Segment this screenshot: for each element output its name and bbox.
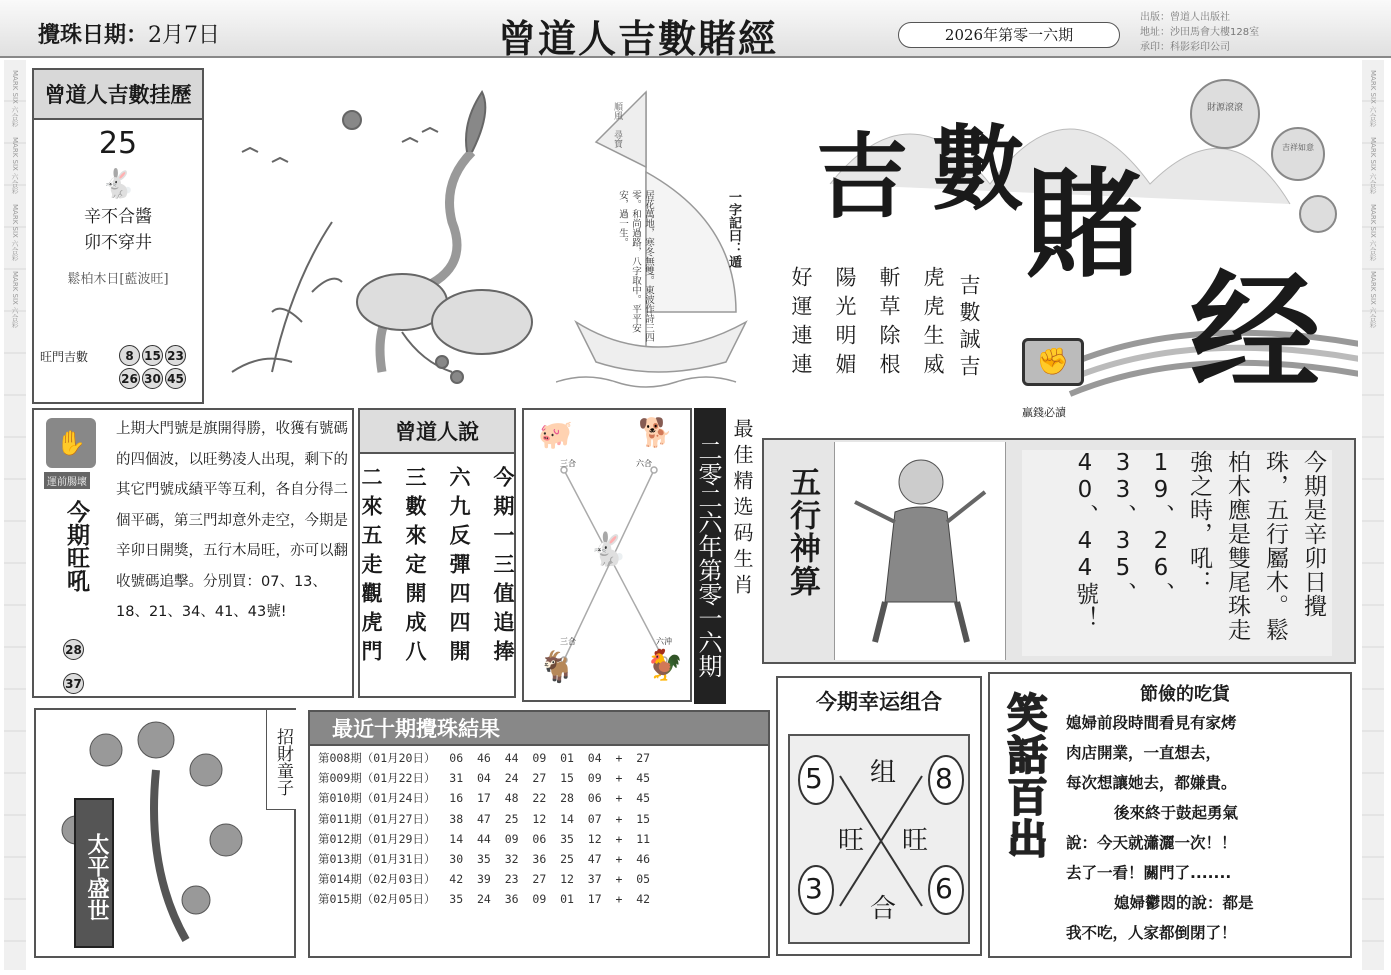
child-illustration [834,442,1006,660]
joke-line: 媳婦前段時間看見有家烤 [1066,714,1237,732]
dog-icon: 🐕 [638,416,673,449]
brand-char-3: 賭 [1025,155,1144,294]
brand-char-2: 數 [932,115,1025,223]
joke-line: 我不吃，人家都倒閉了！ [1066,924,1237,942]
wang-text: 上期大門號是旗開得勝，收獲有號碼的四個波，以旺勢凌人出現，剩下的其它門號成績平等互利，各自分得二個平碼，第三門却意外走空，今期是辛卯日開獎，五行木局旺，亦可以翻收號碼追擊。分別買：07、13、18、21、34、41、43號! [116,421,348,620]
draw-date [38,18,220,49]
wang-badge-icon: ✋ [46,418,96,468]
zodiac-box [522,408,692,702]
calendar-box [32,68,204,404]
joke-side-title: 笑話百出 [1001,692,1047,860]
results-box [308,710,770,958]
wang-number: 37 [63,673,84,694]
lucky-number: 45 [165,368,186,389]
joke-box [988,672,1352,958]
combo-char: 组 [870,758,897,788]
side-mark-text: MARK SIX 六合彩 [1369,137,1377,195]
result-row: 第011期（01月27日） 38 47 25 12 14 07 + 15 [318,811,651,826]
slogan-col: 斬草除根 [877,266,901,382]
side-mark-text: MARK SIX 六合彩 [1369,271,1377,329]
child-box [34,708,296,958]
sail-poem-title: 一字記曰：遁 [726,190,741,268]
wang-number: 28 [63,639,84,660]
wang-box [32,408,354,698]
lucky-number: 15 [142,345,163,366]
slogan-col: 陽光明媚 [833,266,857,382]
sailboat-area [556,72,756,396]
brand-char-4: 经 [1190,256,1321,409]
brand-side-text: 吉數誠吉 [957,274,981,382]
joke-line: 去了一看！關門了....... [1066,864,1232,882]
snake-illustration [212,72,548,400]
combo-title: 今期幸运组合 [816,690,942,714]
child-label: 招財童子 [266,710,296,810]
date-value: 2月7日 [148,23,221,48]
zodiac-year-banner: 二零二六年第零一六期 [694,408,726,704]
poem-line: 平平安安，過一生。 [617,190,641,333]
wuxing-title: 五行神算 [784,466,820,598]
rabbit-icon: 🐇 [100,167,136,200]
sail-poem [616,190,655,350]
zodiac-label: 三合 [560,637,576,646]
side-mark-text: MARK SIX 六合彩 [1369,204,1377,262]
printer-line: 承印：科影彩印公司 [1140,42,1230,53]
verse-line: 卯不穿井 [84,233,152,253]
poem-line: 居花萬地，寒冬無雙。 [643,190,654,285]
combo-number: 5 [805,762,823,795]
joke-line: 後來終于鼓起勇氣 [1114,804,1239,822]
rooster-icon: 🐓 [646,648,684,683]
brand-char-1: 吉 [816,123,909,231]
result-row: 第015期（02月05日） 35 24 36 09 01 17 + 42 [318,892,651,907]
joke-line: 說：今天就瀟灑一次！！ [1066,834,1237,852]
coin-text-2: 吉祥如意 [1282,143,1314,152]
says-box [358,408,516,698]
lucky-numbers [118,344,196,390]
page-title: 曾道人吉數賭經 [498,17,779,61]
result-row: 第013期（01月31日） 30 35 32 36 25 47 + 46 [318,852,651,867]
says-col: 六九反彈四四開 [447,466,471,669]
zodiac-best-text: 最佳精选码生肖 [730,418,754,600]
tree-drawing [36,710,268,956]
joke-title: 節儉的吃貨 [1140,684,1230,705]
wang-nums [62,638,90,695]
child-drawing [835,442,1007,660]
result-row: 第010期（01月24日） 16 17 48 22 28 06 + 45 [318,791,651,806]
lucky-number: 30 [142,368,163,389]
header-bar [0,0,1391,61]
right-decor-strip [1362,60,1384,970]
joke-line: 肉店開業，一直想去， [1066,744,1222,762]
slogan-col: 好運連連 [789,266,813,382]
calendar-note: 鬆柏木日[藍波旺] [67,272,169,287]
calendar-title: 曾道人吉數挂歷 [34,70,202,120]
publisher-line: 出版：曾道人出版社 [1140,12,1230,23]
snake-drawing [212,72,548,400]
joke-line: 媳婦鬱悶的說：都是 [1114,894,1254,912]
combo-frame [788,734,970,944]
lucky-number: 26 [119,368,140,389]
verse-line: 辛不合醬 [84,207,152,227]
poem-line: 和尚過路，八字取中。 [630,209,641,304]
brand-slogans [786,266,948,382]
says-col: 今期一三值追捧 [491,466,515,669]
sail-flag-text: 順風 尋寶 [612,102,622,148]
zodiac-label: 六沖 [656,637,672,646]
combo-char: 合 [870,894,897,924]
lucky-number: 8 [119,345,140,366]
publisher-info [1140,10,1259,55]
calendar-verse [34,204,202,256]
result-row: 第008期（01月20日） 06 46 44 09 01 04 + 27 [318,751,651,765]
side-mark-text: MARK SIX 六合彩 [11,204,19,262]
joke-text [1066,708,1352,948]
lucky-label: 旺門吉數 [40,350,89,364]
date-label: 攪珠日期： [38,23,149,48]
combo-number: 6 [935,872,953,905]
says-cols [360,466,514,669]
says-title: 曾道人說 [360,410,514,454]
combo-char: 旺 [902,826,929,856]
side-mark-text: MARK SIX 六合彩 [11,137,19,195]
address-line: 地址：沙田馬會大樓128室 [1140,27,1260,38]
goat-icon: 🐐 [538,650,576,685]
rabbit-center-icon: 🐇 [588,530,628,568]
wuxing-text: 今期是辛卯日攪珠，五行屬木。鬆柏木應是雙尾珠走強之時，吼：19、26、33、35、40、44號！ [1022,450,1332,656]
money-icon: ✊ [1022,338,1084,386]
coin-text-1: 財源滾滾 [1206,103,1243,113]
wang-label: 今期旺吼 [63,500,89,592]
results-rows [310,746,768,912]
result-row: 第012期（01月29日） 14 44 09 06 35 12 + 11 [318,831,651,846]
joke-line: 每次想讓她去，都嫌貴。 [1066,774,1237,792]
child-banner: 太平盛世 [74,798,114,948]
combo-number: 8 [935,762,953,795]
zodiac-label: 六合 [636,459,652,468]
combo-box [776,676,982,956]
brand-area [770,64,1358,434]
poem-line: 東波作詩三四零。 [630,190,654,342]
wang-badge: 運前腸壞 [44,472,90,489]
says-col: 三數來定開成八 [403,466,427,669]
lucky-number: 23 [165,345,186,366]
result-row: 第009期（01月22日） 31 04 24 27 15 09 + 45 [318,771,651,786]
result-row: 第014期（02月03日） 42 39 23 27 12 37 + 05 [318,872,651,887]
wuxing-box [762,438,1356,664]
combo-number: 3 [805,872,823,905]
zodiac-label: 三合 [560,459,576,468]
slogan-col: 虎虎生威 [921,266,945,382]
side-mark-text: MARK SIX 六合彩 [1369,70,1377,128]
combo-char: 旺 [838,826,865,856]
results-title: 最近十期攪珠結果 [310,712,768,746]
calendar-day: 25 [98,126,138,161]
left-decor-strip [4,60,26,970]
pig-icon: 🐖 [538,418,573,451]
badge-label: 贏錢必讀 [1022,406,1066,419]
issue-label: 2026年第零一六期 [898,22,1120,48]
says-col: 二來五走觀虎門 [359,466,383,669]
side-mark-text: MARK SIX 六合彩 [11,271,19,329]
side-mark-text: MARK SIX 六合彩 [11,70,19,128]
